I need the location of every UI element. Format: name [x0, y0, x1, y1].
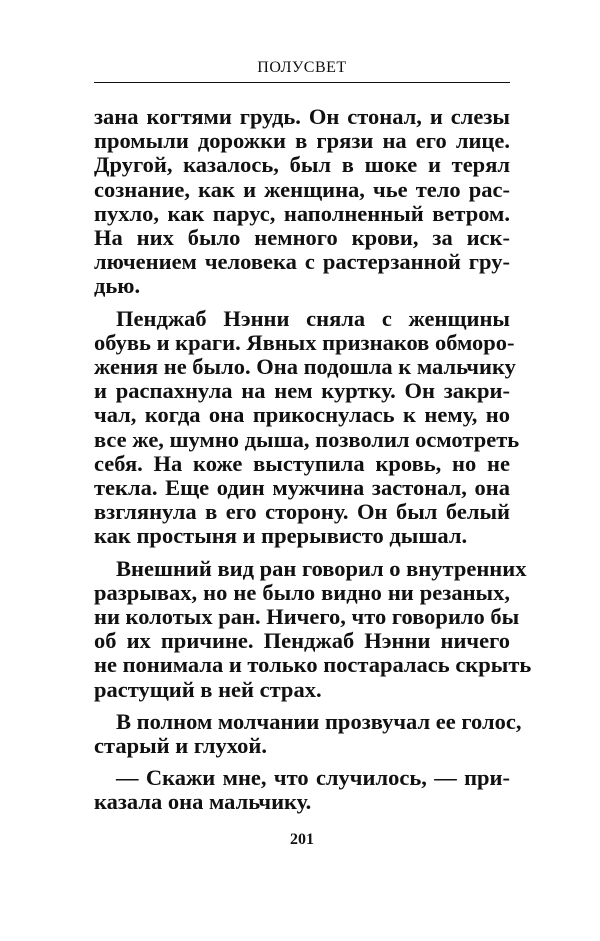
- text-line: зана когтями грудь. Он стонал, и слезы: [94, 104, 510, 129]
- text-line: Другой, казалось, был в шоке и терял: [94, 152, 510, 178]
- text-line: и распахнула на нем куртку. Он закри-: [94, 378, 510, 404]
- text-line: не понимала и только постаралась скрыть: [94, 652, 532, 678]
- text-line: сознание, как и женщина, чье тело рас-: [94, 176, 510, 202]
- book-page: [94, 58, 532, 849]
- text-line: разрывах, но не было видно ни резаных,: [94, 579, 510, 605]
- text-line: себя. На коже выступила кровь, но не: [94, 450, 510, 476]
- text-line: — Скажи мне, что случилось, — при-: [116, 765, 510, 791]
- page-number: 201: [290, 830, 314, 848]
- text-line: дью.: [94, 273, 141, 299]
- body-text: [94, 104, 532, 815]
- paragraph: [94, 105, 510, 299]
- text-line: пухло, как парус, наполненный ветром.: [94, 200, 510, 226]
- text-line: текла. Еще один мужчина застонал, она: [94, 475, 510, 501]
- text-line: Пенджаб Нэнни сняла с женщины: [116, 305, 510, 331]
- text-line: промыли дорожки в грязи на его лице.: [94, 128, 510, 154]
- text-line: Внешний вид ран говорил о внутренних: [116, 555, 527, 581]
- paragraph: [94, 708, 522, 759]
- text-line: обувь и краги. Явных признаков обморо-: [94, 329, 515, 355]
- text-line: старый и глухой.: [94, 733, 268, 759]
- text-line: чал, когда она прикоснулась к нему, но: [94, 402, 510, 428]
- paragraph: [94, 555, 532, 702]
- running-title: ПОЛУСВЕТ: [94, 58, 510, 83]
- text-line: На них было немного крови, за иск-: [94, 225, 510, 251]
- paragraph: [94, 305, 520, 549]
- text-line: об их причине. Пенджаб Нэнни ничего: [94, 628, 510, 654]
- text-line: В полном молчании прозвучал ее голос,: [116, 708, 522, 734]
- text-line: ни колотых ран. Ничего, что говорило бы: [94, 604, 520, 630]
- text-line: лючением человека с растерзанной гру-: [94, 249, 510, 275]
- text-line: все же, шумно дыша, позволил осмотреть: [94, 426, 520, 452]
- text-line: как простыня и прерывисто дышал.: [94, 523, 468, 549]
- text-line: растущий в ней страх.: [94, 676, 322, 702]
- text-line: взглянула в его сторону. Он был белый: [94, 499, 510, 525]
- text-line: казала она мальчику.: [94, 789, 312, 815]
- paragraph: [94, 766, 510, 814]
- text-line: жения не было. Она подошла к мальчику: [94, 354, 516, 380]
